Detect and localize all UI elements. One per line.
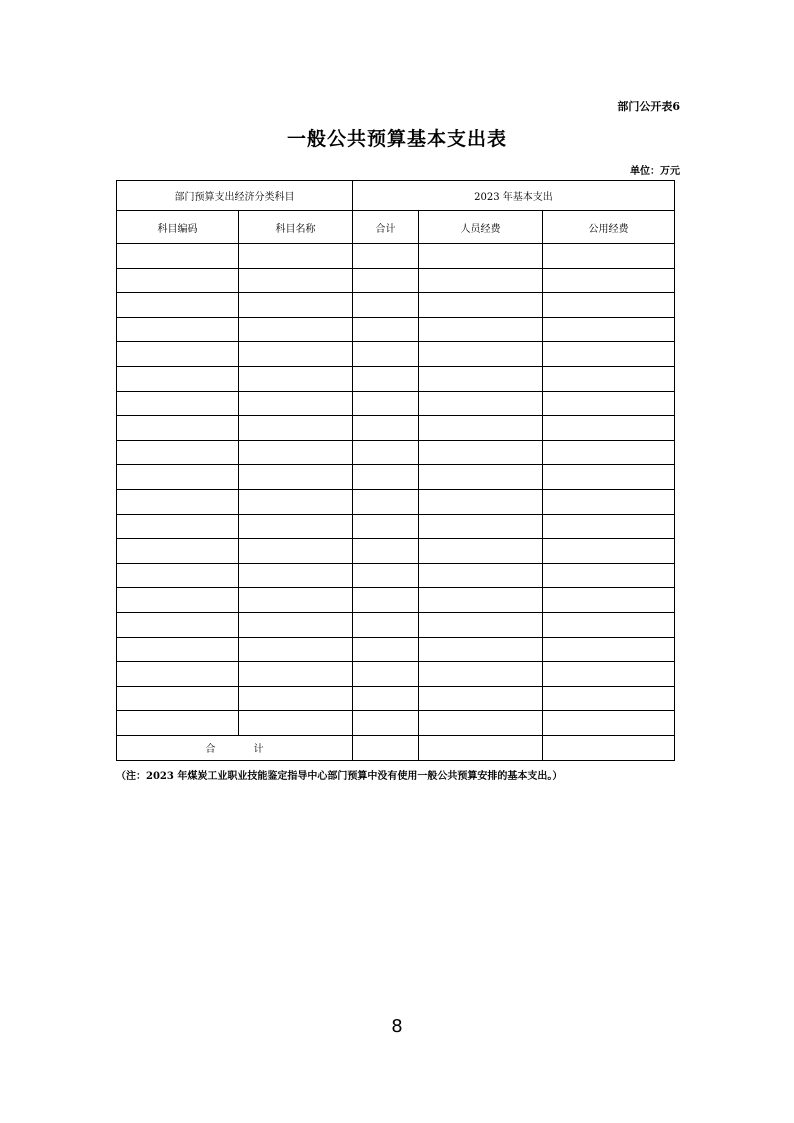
cell-code [117, 244, 239, 269]
cell-public [543, 539, 675, 564]
cell-total [353, 514, 419, 539]
cell-personnel [419, 416, 543, 441]
cell-total [353, 539, 419, 564]
cell-name [239, 268, 353, 293]
table-total-row [117, 735, 675, 760]
cell-public [543, 686, 675, 711]
table-row [117, 391, 675, 416]
cell-public [543, 612, 675, 637]
cell-code [117, 539, 239, 564]
cell-name [239, 293, 353, 318]
form-label: 部门公开表6 [617, 100, 680, 113]
cell-total [353, 711, 419, 736]
table-row [117, 317, 675, 342]
cell-code [117, 416, 239, 441]
cell-public [543, 366, 675, 391]
cell-code [117, 391, 239, 416]
cell-total [353, 268, 419, 293]
cell-personnel [419, 391, 543, 416]
table-row [117, 563, 675, 588]
table-row [117, 293, 675, 318]
cell-name [239, 662, 353, 687]
cell-code [117, 366, 239, 391]
cell-total [353, 662, 419, 687]
budget-table [116, 180, 675, 761]
cell-code [117, 711, 239, 736]
cell-personnel [419, 317, 543, 342]
table-group-header-row [117, 181, 675, 211]
cell-code [117, 612, 239, 637]
cell-code [117, 662, 239, 687]
page-number: 8 [391, 1016, 403, 1037]
table-row [117, 612, 675, 637]
cell-personnel [419, 440, 543, 465]
cell-public [543, 440, 675, 465]
column-header-total: 合计 [353, 211, 419, 244]
cell-total [353, 588, 419, 613]
cell-personnel [419, 686, 543, 711]
cell-name [239, 342, 353, 367]
cell-total [353, 342, 419, 367]
cell-personnel [419, 489, 543, 514]
table-row [117, 539, 675, 564]
cell-name [239, 391, 353, 416]
cell-personnel [419, 465, 543, 490]
cell-name [239, 366, 353, 391]
cell-personnel [419, 637, 543, 662]
cell-name [239, 588, 353, 613]
cell-public [543, 637, 675, 662]
cell-name [239, 489, 353, 514]
cell-personnel [419, 612, 543, 637]
group-header-basic-expenditure: 2023 年基本支出 [353, 181, 675, 211]
cell-public [543, 342, 675, 367]
cell-total [353, 244, 419, 269]
cell-public [543, 465, 675, 490]
document-title: 一般公共预算基本支出表 [286, 128, 507, 150]
cell-personnel [419, 563, 543, 588]
cell-personnel [419, 268, 543, 293]
cell-public [543, 662, 675, 687]
table-row [117, 637, 675, 662]
cell-personnel [419, 366, 543, 391]
table-row [117, 465, 675, 490]
cell-public [543, 244, 675, 269]
cell-personnel [419, 293, 543, 318]
cell-name [239, 711, 353, 736]
cell-public [543, 293, 675, 318]
table-row [117, 662, 675, 687]
table-row [117, 686, 675, 711]
table-row [117, 440, 675, 465]
cell-total [353, 489, 419, 514]
cell-personnel [419, 662, 543, 687]
table-row [117, 489, 675, 514]
unit-label: 单位：万元 [630, 166, 680, 177]
cell-name [239, 539, 353, 564]
cell-name [239, 612, 353, 637]
cell-personnel [419, 342, 543, 367]
table-row [117, 514, 675, 539]
cell-code [117, 268, 239, 293]
cell-public [543, 563, 675, 588]
cell-name [239, 465, 353, 490]
cell-code [117, 440, 239, 465]
cell-name [239, 416, 353, 441]
cell-public [543, 588, 675, 613]
cell-personnel [419, 711, 543, 736]
cell-code [117, 563, 239, 588]
cell-name [239, 637, 353, 662]
cell-name [239, 686, 353, 711]
cell-public [543, 317, 675, 342]
total-label: 合 计 [117, 735, 353, 760]
budget-table-body [117, 181, 675, 761]
cell-public [543, 268, 675, 293]
cell-name [239, 563, 353, 588]
table-row [117, 711, 675, 736]
total-cell-personnel [419, 735, 543, 760]
total-cell-total [353, 735, 419, 760]
cell-code [117, 342, 239, 367]
table-note: （注：2023 年煤炭工业职业技能鉴定指导中心部门预算中没有使用一般公共预算安排的基本支出。） [116, 771, 563, 782]
cell-code [117, 514, 239, 539]
table-row [117, 268, 675, 293]
table-row [117, 244, 675, 269]
cell-total [353, 317, 419, 342]
cell-code [117, 489, 239, 514]
table-row [117, 588, 675, 613]
cell-total [353, 465, 419, 490]
column-header-personnel: 人员经费 [419, 211, 543, 244]
cell-total [353, 563, 419, 588]
cell-total [353, 293, 419, 318]
cell-total [353, 440, 419, 465]
cell-name [239, 317, 353, 342]
cell-public [543, 711, 675, 736]
column-header-name: 科目名称 [239, 211, 353, 244]
cell-total [353, 366, 419, 391]
total-cell-public [543, 735, 675, 760]
cell-personnel [419, 244, 543, 269]
column-header-public: 公用经费 [543, 211, 675, 244]
cell-total [353, 391, 419, 416]
cell-total [353, 686, 419, 711]
cell-total [353, 612, 419, 637]
table-row [117, 366, 675, 391]
table-column-header-row [117, 211, 675, 244]
cell-total [353, 637, 419, 662]
cell-code [117, 317, 239, 342]
cell-name [239, 244, 353, 269]
cell-code [117, 588, 239, 613]
column-header-code: 科目编码 [117, 211, 239, 244]
cell-code [117, 686, 239, 711]
cell-personnel [419, 514, 543, 539]
group-header-classification: 部门预算支出经济分类科目 [117, 181, 353, 211]
cell-public [543, 416, 675, 441]
cell-public [543, 391, 675, 416]
cell-public [543, 514, 675, 539]
cell-code [117, 465, 239, 490]
cell-total [353, 416, 419, 441]
cell-name [239, 514, 353, 539]
cell-code [117, 293, 239, 318]
table-row [117, 342, 675, 367]
cell-personnel [419, 539, 543, 564]
cell-name [239, 440, 353, 465]
cell-personnel [419, 588, 543, 613]
cell-public [543, 489, 675, 514]
table-row [117, 416, 675, 441]
cell-code [117, 637, 239, 662]
